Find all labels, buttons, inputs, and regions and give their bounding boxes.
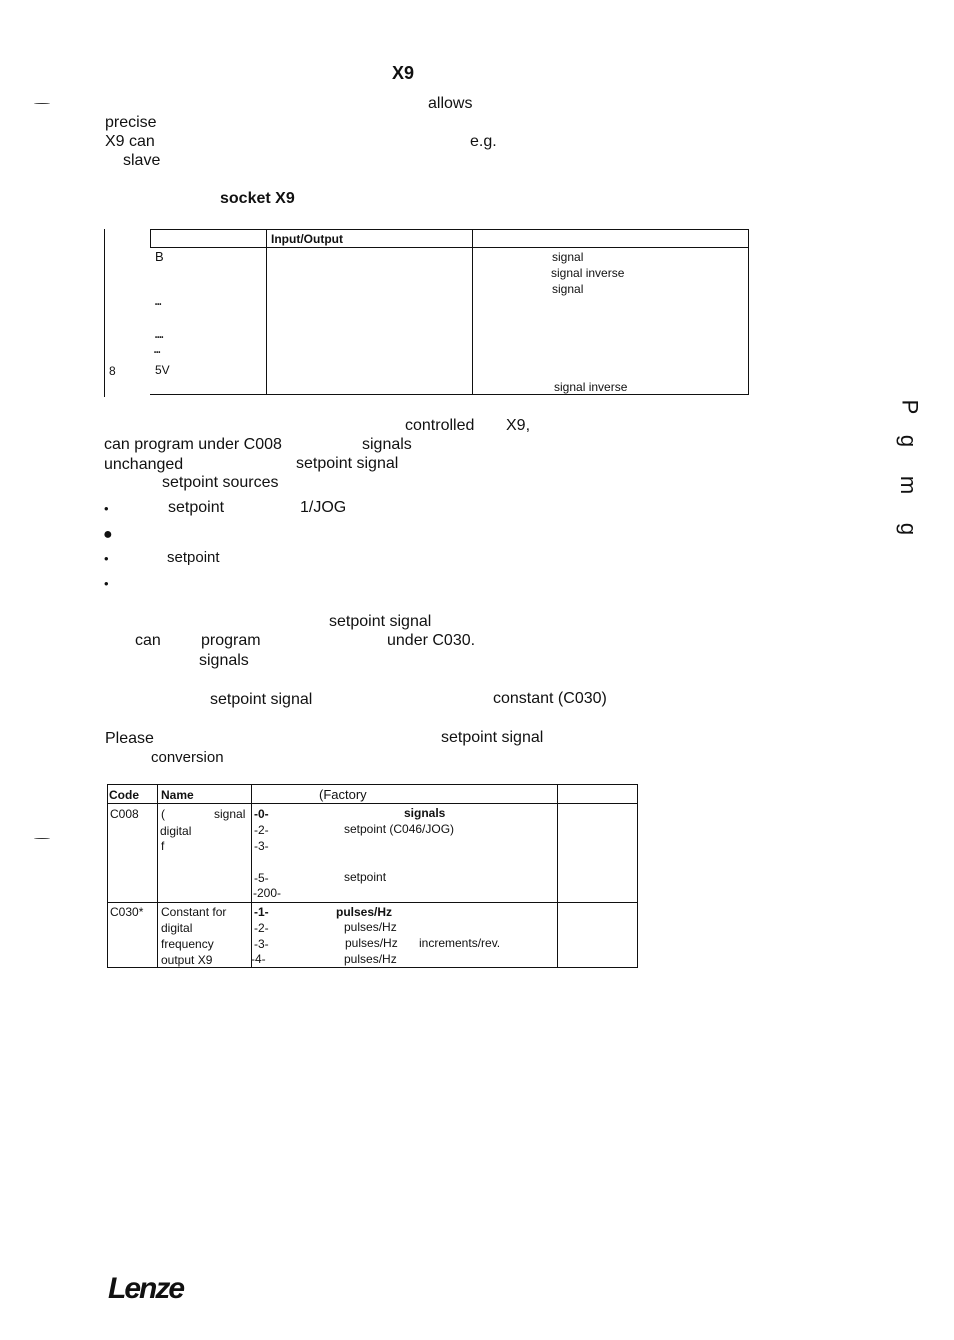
para2-unchanged: unchanged xyxy=(104,456,184,473)
c008-name-1: ( xyxy=(161,807,165,821)
pin-row-4-pin: ••• xyxy=(155,302,162,308)
c030-option-2: -2- xyxy=(254,921,269,935)
para3-setpoint-signal: setpoint signal xyxy=(329,613,432,630)
socket-heading: socket X9 xyxy=(220,190,295,207)
c008-option-200: -200- xyxy=(253,886,282,900)
c008-option-2-text: setpoint (C046/JOG) xyxy=(344,822,455,836)
code-table-header-code: Code xyxy=(109,788,139,802)
para3-signals: signals xyxy=(199,652,249,669)
pin-row-1-pin: B xyxy=(155,249,164,264)
c030-option-1-text: pulses/Hz xyxy=(336,905,393,919)
bullet-2-marker: ● xyxy=(103,526,113,543)
c030-option-2-text: pulses/Hz xyxy=(344,920,397,934)
para3-constant-c030: constant (C030) xyxy=(493,690,607,707)
c008-option-5-text: setpoint xyxy=(344,870,387,884)
para3-please: Please xyxy=(105,730,154,747)
c030-name-3: frequency xyxy=(161,937,214,951)
pin-row-7-pin: 5V xyxy=(155,363,170,377)
intro-word-x9can: X9 can xyxy=(105,133,155,150)
bullet-1-jog: 1/JOG xyxy=(300,499,347,516)
c030-name-1: Constant for xyxy=(161,905,227,919)
para3-under-c030: under C030. xyxy=(387,632,476,649)
intro-word-eg: e.g. xyxy=(470,133,497,150)
pin-table-header-io: Input/Output xyxy=(271,232,343,246)
bullet-1-marker: • xyxy=(104,501,109,516)
bullet-4-marker: • xyxy=(104,576,109,591)
para2-setpoint-sources: setpoint sources xyxy=(162,474,279,491)
c030-option-4-text: pulses/Hz xyxy=(344,952,397,966)
c030-name-4: output X9 xyxy=(161,953,213,967)
section-title: X9 xyxy=(392,63,415,83)
para2-x9: X9, xyxy=(506,417,531,434)
lenze-logo: Lenze xyxy=(108,1272,184,1305)
c030-option-3-text-2: increments/rev. xyxy=(419,936,501,950)
c008-name-3: f xyxy=(161,839,165,853)
margin-mark-top xyxy=(34,103,50,104)
side-letter-3: m xyxy=(896,475,922,495)
intro-word-precise: precise xyxy=(105,114,157,131)
bullet-3-setpoint: setpoint xyxy=(167,549,220,566)
code-table-header-name: Name xyxy=(161,788,194,802)
para2-signals: signals xyxy=(362,436,412,453)
pin-row-7-number: 8 xyxy=(109,364,116,378)
c030-name-2: digital xyxy=(161,921,193,935)
para3-setpoint-signal-3: setpoint signal xyxy=(441,729,544,746)
c030-code: C030* xyxy=(110,905,144,919)
c030-option-3: -3- xyxy=(254,937,269,951)
c008-option-0: -0- xyxy=(254,807,269,821)
c008-name-2: digital xyxy=(160,824,192,838)
pin-row-8-desc: signal inverse xyxy=(554,380,628,394)
code-table-header-factory: (Factory xyxy=(319,787,367,802)
para2-setpoint-signal: setpoint signal xyxy=(296,455,399,472)
pin-row-3-desc: signal xyxy=(552,282,584,296)
bullet-1-setpoint: setpoint xyxy=(168,499,225,516)
pin-row-2-desc: signal inverse xyxy=(551,266,625,280)
c008-name-1b: signal xyxy=(214,807,246,821)
pin-row-6-pin: ••• xyxy=(154,350,161,356)
side-letter-4: g xyxy=(896,522,922,536)
c030-option-1: -1- xyxy=(254,905,269,919)
para3-program: program xyxy=(201,632,261,649)
pin-row-5-pin: •••• xyxy=(155,335,164,341)
margin-mark-mid xyxy=(34,838,50,839)
intro-word-slave: slave xyxy=(123,152,161,169)
bullet-3-marker: • xyxy=(104,551,109,566)
para3-conversion: conversion xyxy=(151,749,224,766)
side-letter-2: g xyxy=(896,434,922,448)
para3-setpoint-signal-2: setpoint signal xyxy=(210,691,313,708)
c008-option-2: -2- xyxy=(254,823,269,837)
pin-row-1-desc: signal xyxy=(552,250,584,264)
para2-controlled: controlled xyxy=(405,417,475,434)
c030-option-3-text: pulses/Hz xyxy=(345,936,398,950)
c008-option-0-text: signals xyxy=(404,806,446,820)
intro-word-allows: allows xyxy=(428,95,473,112)
c008-option-3: -3- xyxy=(254,839,269,853)
c008-option-5: -5- xyxy=(254,871,269,885)
side-letter-1: P xyxy=(897,399,923,415)
para3-can: can xyxy=(135,632,161,649)
para2-can-program: can program under C008 xyxy=(104,436,282,453)
c030-option-4: -4- xyxy=(251,952,266,966)
c008-code: C008 xyxy=(110,807,139,821)
